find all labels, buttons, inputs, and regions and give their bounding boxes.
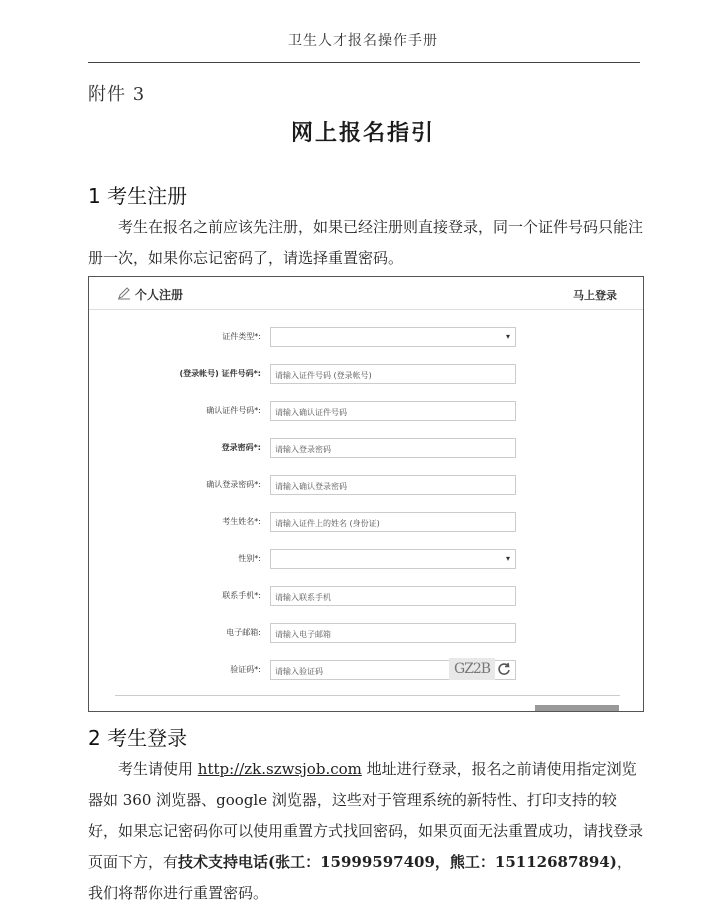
form-row-id-type (89, 327, 643, 349)
login-link[interactable]: 马上登录 (573, 289, 617, 302)
field-label: 登录密码*: (221, 443, 261, 452)
support-phone-text: 技术支持电话(张工：15999597409，熊工：15112687894) (178, 853, 617, 871)
id-number-input[interactable]: 请输入证件号码 (登录帐号) (270, 364, 516, 384)
form-row-confirm-id (89, 401, 643, 423)
field-label: 性别*: (238, 554, 261, 563)
captcha-input[interactable]: 请输入验证码 (270, 660, 516, 680)
captcha-image[interactable]: GZ2B (449, 658, 495, 680)
document-title: 网上报名指引 (290, 120, 435, 146)
section2-paragraph (88, 754, 643, 909)
submit-button-edge[interactable] (535, 705, 619, 711)
form-row-phone (89, 586, 643, 608)
form-row-name (89, 512, 643, 534)
field-label: 联系手机*: (222, 591, 261, 600)
confirm-id-input[interactable]: 请输入确认证件号码 (270, 401, 516, 421)
login-url-link[interactable]: http://zk.szwsjob.com (197, 760, 362, 778)
form-row-email (89, 623, 643, 645)
email-input[interactable]: 请输入电子邮箱 (270, 623, 516, 643)
pencil-icon (117, 286, 131, 300)
refresh-icon[interactable] (497, 662, 511, 676)
section2-text-start: 考生请使用 (118, 760, 198, 778)
form-row-confirm-password (89, 475, 643, 497)
page-header-title: 卫生人才报名操作手册 (288, 33, 438, 49)
registration-panel (88, 276, 644, 712)
id-type-select[interactable] (270, 327, 516, 347)
field-label: 确认登录密码*: (206, 480, 261, 489)
panel-header (89, 277, 643, 310)
attachment-label: 附件 3 (88, 84, 146, 105)
field-label: 电子邮箱: (226, 628, 261, 637)
form-row-password (89, 438, 643, 460)
field-label: (登录帐号) 证件号码*: (179, 369, 261, 378)
section1-heading: 1 考生注册 (88, 184, 188, 208)
form-row-gender (89, 549, 643, 571)
section1-paragraph: 考生在报名之前应该先注册，如果已经注册则直接登录，同一个证件号码只能注册一次，如果你忘记密码了，请选择重置密码。 (88, 218, 644, 267)
header-divider (88, 62, 640, 63)
password-input[interactable]: 请输入登录密码 (270, 438, 516, 458)
field-label: 确认证件号码*: (206, 406, 261, 415)
panel-divider (115, 695, 620, 696)
form-row-id-number (89, 364, 643, 386)
panel-title: 个人注册 (135, 288, 184, 302)
field-label: 考生姓名*: (222, 517, 261, 526)
name-input[interactable]: 请输入证件上的姓名 (身份证) (270, 512, 516, 532)
confirm-password-input[interactable]: 请输入确认登录密码 (270, 475, 516, 495)
field-label: 验证码*: (230, 665, 261, 674)
field-label: 证件类型*: (222, 332, 261, 341)
phone-input[interactable]: 请输入联系手机 (270, 586, 516, 606)
section2-text-middle: 地址进行登录，报名之前请使用指定浏览器如 360 浏览器、google 浏览器，这些对于管理系统的新特性、打印支持的较好，如果忘记密码你可以使用重置方式找回密码，如果页面无法重置成功，请找登录页面下方，有 (88, 760, 644, 871)
section2-text-end: ，我们将帮你进行重置密码。 (88, 853, 632, 902)
section2-heading: 2 考生登录 (88, 726, 188, 750)
form-row-captcha (89, 660, 643, 682)
gender-select[interactable] (270, 549, 516, 569)
